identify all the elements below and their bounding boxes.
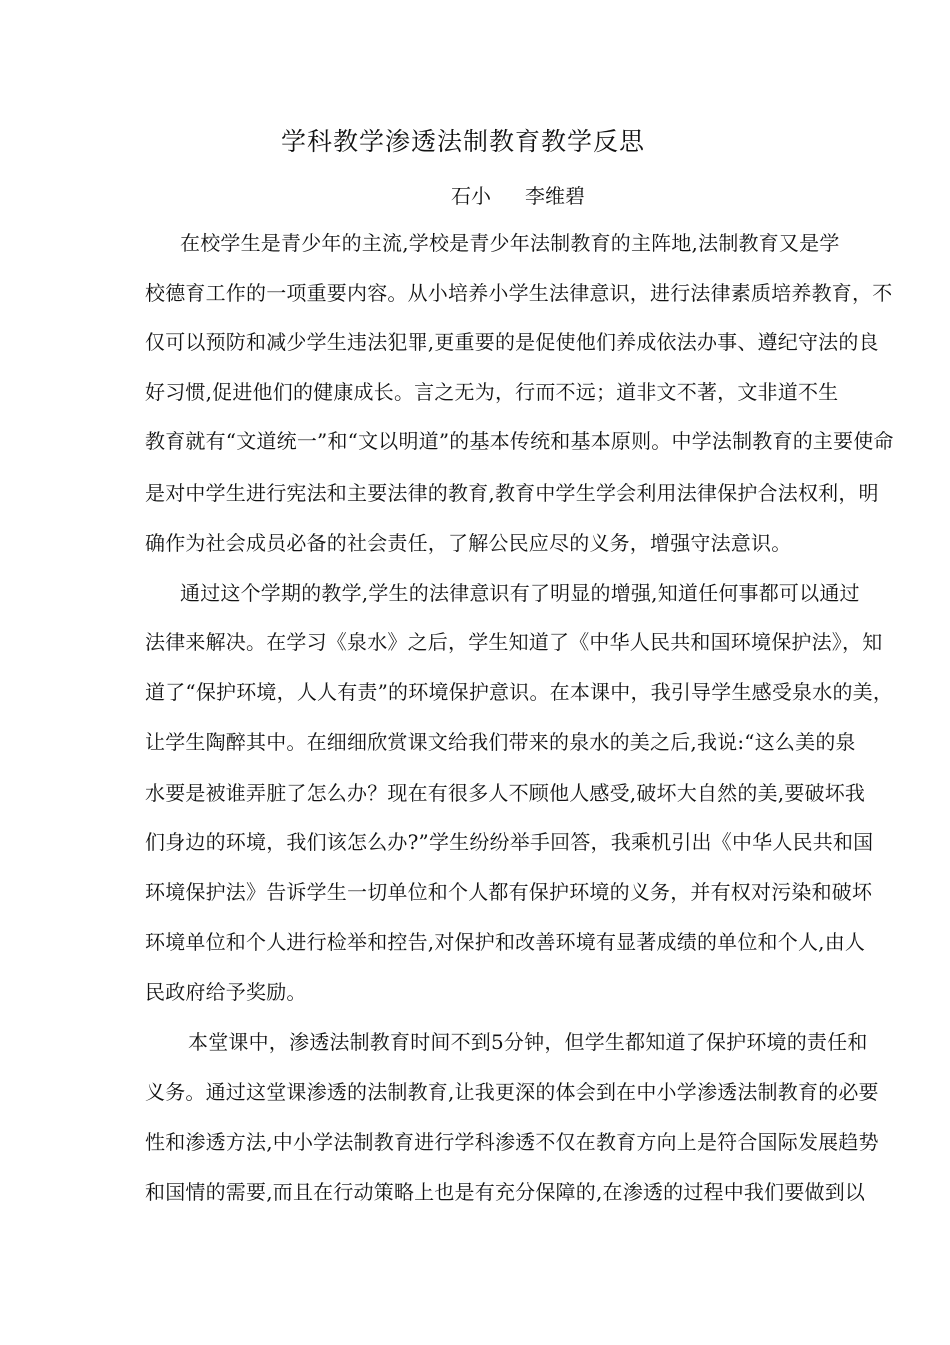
paragraph-line: 通过这个学期的教学,学生的法律意识有了明显的增强,知道任何事都可以通过 — [180, 581, 860, 605]
paragraph-line: 环境单位和个人进行检举和控告,对保护和改善环境有显著成绩的单位和个人,由人 — [145, 930, 866, 954]
paragraph-line: 水要是被谁弄脏了怎么办？现在有很多人不顾他人感受,破坏大自然的美,要破坏我 — [145, 781, 866, 805]
paragraph-line: 是对中学生进行宪法和主要法律的教育,教育中学生学会利用法律保护合法权利，明 — [145, 481, 879, 505]
paragraph-line: 民政府给予奖励。 — [145, 980, 307, 1004]
document-title: 学科教学渗透法制教育教学反思 — [280, 127, 645, 156]
paragraph-line: 性和渗透方法,中小学法制教育进行学科渗透不仅在教育方向上是符合国际发展趋势 — [145, 1130, 879, 1154]
paragraph-line: 校德育工作的一项重要内容。从小培养小学生法律意识，进行法律素质培养教育，不 — [145, 281, 893, 305]
paragraph-line: 仅可以预防和减少学生违法犯罪,更重要的是促使他们养成依法办事、遵纪守法的良 — [145, 330, 879, 354]
paragraph-line: 和国情的需要,而且在行动策略上也是有充分保障的,在渗透的过程中我们要做到以 — [145, 1180, 866, 1204]
paragraph-line: 们身边的环境，我们该怎么办?”学生纷纷举手回答，我乘机引出《中华人民共和国 — [145, 830, 874, 854]
paragraph-line: 法律来解决。在学习《泉水》之后，学生知道了《中华人民共和国环境保护法》，知 — [145, 630, 883, 654]
author-name: 石小 — [451, 184, 491, 208]
paragraph-line: 在校学生是青少年的主流,学校是青少年法制教育的主阵地,法制教育又是学 — [180, 231, 840, 255]
paragraph-line: 本堂课中，渗透法制教育时间不到5分钟，但学生都知道了保护环境的责任和 — [188, 1030, 868, 1054]
paragraph-line: 道了“保护环境，人人有责”的环境保护意识。在本课中，我引导学生感受泉水的美， — [145, 680, 894, 704]
paragraph-line: 义务。通过这堂课渗透的法制教育,让我更深的体会到在中小学渗透法制教育的必要 — [145, 1080, 879, 1104]
paragraph-line: 好习惯,促进他们的健康成长。言之无为，行而不远；道非文不著，文非道不生 — [145, 380, 839, 404]
paragraph-line: 环境保护法》告诉学生一切单位和个人都有保护环境的义务，并有权对污染和破坏 — [145, 880, 873, 904]
paragraph-line: 让学生陶醉其中。在细细欣赏课文给我们带来的泉水的美之后,我说:“这么美的泉 — [145, 730, 856, 754]
paragraph-line: 教育就有“文道统一”和“文以明道”的基本传统和基本原则。中学法制教育的主要使命 — [145, 429, 894, 453]
author-name: 李维碧 — [525, 184, 585, 208]
paragraph-line: 确作为社会成员必备的社会责任，了解公民应尽的义务，增强守法意识。 — [145, 531, 792, 555]
